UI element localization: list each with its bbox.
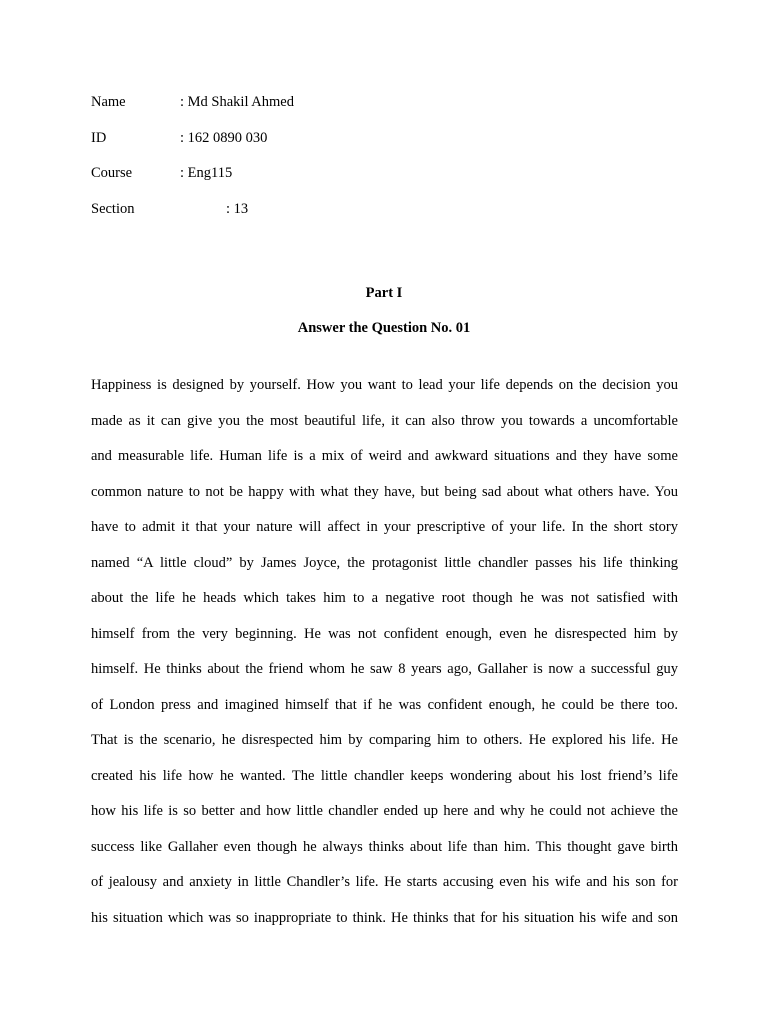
body-line-text: his situation which was so inappropriate to think. He thinks that for his situation his wife and son — [91, 909, 678, 926]
body-line-text: and measurable life. Human life is a mix of weird and awkward situations and they have some — [91, 448, 678, 464]
body-line-text: how his life is so better and how little chandler ended up here and why he could not achieve the — [91, 803, 678, 819]
body-line — [91, 510, 678, 546]
body-line-text: of London press and imagined himself that if he was confident enough, he could be there too. — [91, 696, 678, 713]
name-label: Name — [91, 94, 126, 110]
body-line — [91, 652, 678, 688]
body-line-text: about the life he heads which takes him to a negative root though he was not satisfied with — [91, 590, 678, 606]
course-value: : Eng115 — [180, 165, 233, 181]
section-value: : 13 — [226, 200, 249, 217]
body-line-text: Happiness is designed by yourself. How you want to lead your life depends on the decision you — [91, 377, 678, 393]
body-line — [91, 404, 678, 440]
body-line — [91, 475, 678, 511]
body-line — [91, 439, 678, 475]
body-line — [91, 901, 678, 937]
body-line-text: himself from the very beginning. He was not confident enough, even he disrespected him by — [91, 625, 678, 642]
question-title: Answer the Question No. 01 — [297, 320, 471, 336]
body-line-text: created his life how he wanted. The little chandler keeps wondering about his lost friend’s life — [91, 767, 678, 784]
course-row — [91, 164, 491, 200]
body-line-text: common nature to not be happy with what they have, but being sad about what others have. You — [91, 483, 678, 500]
body-line — [91, 546, 678, 582]
body-line — [91, 617, 678, 653]
body-line — [91, 794, 678, 830]
body-line — [91, 865, 678, 901]
body-line — [91, 581, 678, 617]
student-info-block — [91, 93, 491, 235]
body-line-text: of jealousy and anxiety in little Chandler’s life. He starts accusing even his wife and his son for — [91, 874, 678, 890]
body-line-text: himself. He thinks about the friend whom he saw 8 years ago, Gallaher is now a successful guy — [91, 661, 678, 677]
body-line-text: have to admit it that your nature will affect in your prescriptive of your life. In the short story — [91, 519, 678, 535]
id-value: : 162 0890 030 — [180, 129, 268, 146]
course-label: Course — [91, 165, 133, 181]
id-row — [91, 129, 491, 165]
part-title: Part I — [365, 285, 403, 301]
body-line — [91, 688, 678, 724]
section-label: Section — [91, 200, 135, 217]
body-line — [91, 830, 678, 866]
id-label: ID — [91, 129, 107, 146]
body-line-text: named “A little cloud” by James Joyce, the protagonist little chandler passes his life thinking — [91, 554, 678, 571]
section-row — [91, 200, 491, 236]
body-line — [91, 368, 678, 404]
body-line-text: made as it can give you the most beautiful life, it can also throw you towards a uncomfortable — [91, 412, 678, 429]
body-line-text: That is the scenario, he disrespected him by comparing him to others. He explored his life. He — [91, 732, 678, 748]
name-value: : Md Shakil Ahmed — [180, 94, 294, 110]
name-row — [91, 93, 491, 129]
body-line — [91, 759, 678, 795]
essay-body — [91, 368, 678, 936]
body-line-text: success like Gallaher even though he always thinks about life than him. This thought gave birth — [91, 838, 678, 855]
body-line — [91, 723, 678, 759]
